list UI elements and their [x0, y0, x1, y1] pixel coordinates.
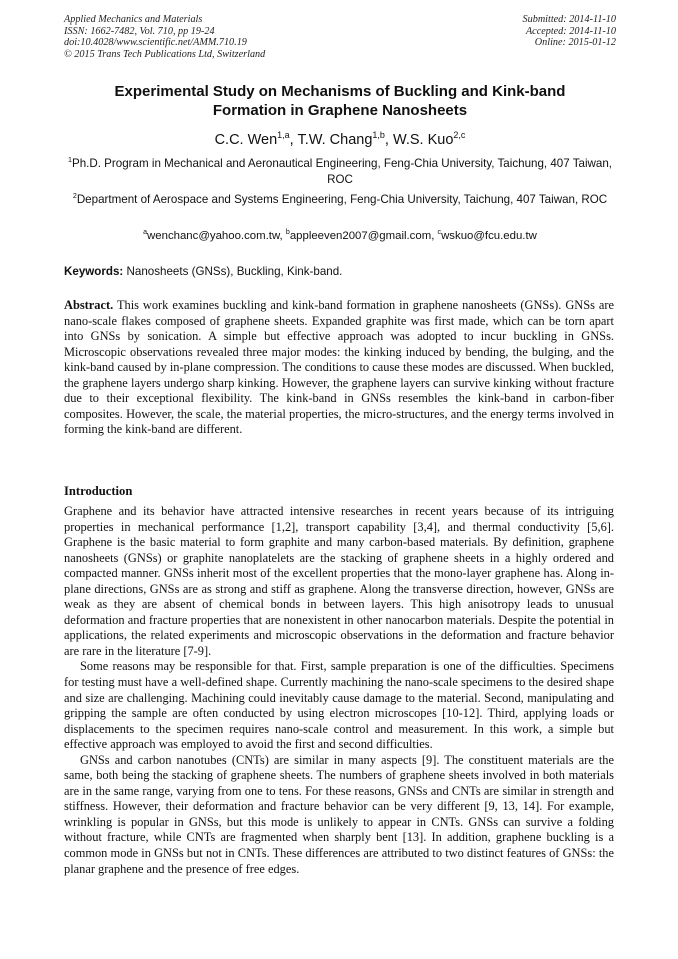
email-sup: c: [437, 229, 442, 237]
journal-name: Applied Mechanics and Materials: [64, 14, 203, 25]
author-emails: $^a$wenchanc@yahoo.com.tw, $^b$appleeven2007@gmail.com, $^c$wskuo@fcu.edu.tw: [143, 229, 537, 242]
paragraph: GNSs and carbon nanotubes (CNTs) are similar in many aspects [9]. The constituent materials are the same, both being the stacking of graphene sheets. The numbers of graphene sheets involved in both materials are in the same range, varying from one to tens. For these reasons, GNSs and CNTs are similar in strength and stiffness. However, their deformation and fracture behavior can be very different [9, 13, 14]. For example, wrinkling is popular in GNSs, but this mode is unlikely to appear in CNTs. GNSs can survive a folding without fracture, while CNTs are fragmented when sharply bent [13]. In addition, graphene buckling is a common mode in GNSs but not in CNTs. These differences are attributed to two distinct features of GNSs: the planar graphene and the presence of free edges.: [64, 752, 614, 876]
copyright: © 2015 Trans Tech Publications Ltd, Switzerland: [64, 48, 266, 60]
paragraph: Some reasons may be responsible for that. First, sample preparation is one of the difficulties. Specimens for testing must have a well-defined shape. Currently machining the nano-scale specimens to the desired shape and size are challenging. Machining could inevitably cause damage to the material. Second, manipulating and gripping the sample are often conducted by using electron microscopes [10-12]. Third, applying loads or displacements to the specimen requires nano-scale control and measurement. In this work, a simple but effective approach was employed to avoid the first and second difficulties.: [64, 659, 614, 752]
affiliation-text: Department of Aerospace and Systems Engineering, Feng-Chia University, Taichung, 407 Taiwan, ROC: [76, 193, 608, 206]
keywords-text: Nanosheets (GNSs), Buckling, Kink-band.: [126, 265, 343, 278]
submitted-date: Submitted: 2014-11-10: [522, 14, 616, 25]
abstract-label: Abstract.: [64, 298, 114, 312]
paragraph: Graphene and its behavior have attracted intensive researches in recent years because of its intriguing properties in mechanical performance [1,2], transport capability [3,4], and thermal conductivity [5,6]. Graphene is the basic material to form graphite and many carbon-based materials. By definition, graphene nanosheets (GNSs) or graphite nanoplatelets are the stacking of graphene sheets in a highly ordered and compacted manner. GNSs inherit most of the excellent properties that the mono-layer graphene has. Along in-plane directions, GNSs are as strong and stiff as graphene. Along the transverse direction, however, GNSs are weak as they are absent of chemical bonds in between layers. This high anisotropy leads to unusual deformation and fracture properties that are nonexistent in other nanocarbon materials. Despite the potential in applications, the related experiments and microscopic observations in the deformation and fracture behavior are rare in the literature [7-9].: [64, 504, 614, 658]
author-name: T.W. Chang: [297, 132, 373, 148]
affiliation-sup: 2: [72, 191, 77, 201]
author-sup: 2,c: [453, 130, 466, 141]
email-link[interactable]: wenchanc@yahoo.com.tw: [147, 230, 280, 242]
online-date: Online: 2015-01-12: [534, 37, 616, 48]
introduction-section: [64, 504, 614, 877]
author-name: W.S. Kuo: [392, 132, 454, 148]
section-heading: Introduction: [64, 484, 133, 498]
affiliation: [64, 156, 616, 187]
author-name: C.C. Wen: [214, 132, 278, 148]
affiliation-text: Ph.D. Program in Mechanical and Aeronautical Engineering, Feng-Chia University, Taichung, 407 Taiwan, ROC: [71, 157, 613, 186]
keywords-label: Keywords:: [64, 265, 124, 278]
author-sup: 1,b: [372, 130, 385, 141]
abstract-text: This work examines buckling and kink-band formation in graphene nanosheets (GNSs). GNSs are nano-scale flakes composed of graphene sheets. Expanded graphite was first made, which can be torn apart into GNSs by sonication. A simple but effective approach was adopted to incur buckling in GNSs. Microscopic observations revealed three major modes: the kinking induced by bending, the bulging, and the kink-band caused by in-plane compression. The conditions to cause these modes are discussed. When buckled, the graphene layers undergo sharp kinking. However, the graphene layers can survive kinking without fracture due to their exceptional flexibility. The kink-band in GNSs resembles the kink-band in carbon-fiber composites. However, the scale, the material properties, the micro-structures, and the energy terms involved in forming the kink-band are different.: [64, 298, 614, 437]
author-sup: 1,a: [277, 130, 290, 141]
title-line: Formation in Graphene Nanosheets: [212, 102, 468, 119]
paper-title: [64, 82, 616, 120]
abstract: [64, 298, 614, 438]
affiliation: [64, 192, 616, 208]
accepted-date: Accepted: 2014-11-10: [525, 25, 616, 37]
affiliation-sup: 1: [67, 155, 72, 165]
keywords: [64, 264, 616, 279]
authors: C.C. Wen$^{1,a}$, T.W. Chang$^{1,b}$, W.S. Kuo$^{2,c}$: [214, 130, 466, 148]
email-sup: a: [143, 229, 148, 237]
journal-info: [64, 14, 265, 60]
title-line: Experimental Study on Mechanisms of Buckling and Kink-band: [114, 83, 566, 100]
email-link[interactable]: wskuo@fcu.edu.tw: [441, 230, 537, 242]
email-sup: b: [285, 229, 290, 237]
email-link[interactable]: appleeven2007@gmail.com: [289, 230, 432, 242]
doi: doi:10.4028/www.scientific.net/AMM.710.19: [64, 37, 247, 48]
issn: ISSN: 1662-7482, Vol. 710, pp 19-24: [64, 25, 215, 37]
dates: [523, 14, 616, 49]
